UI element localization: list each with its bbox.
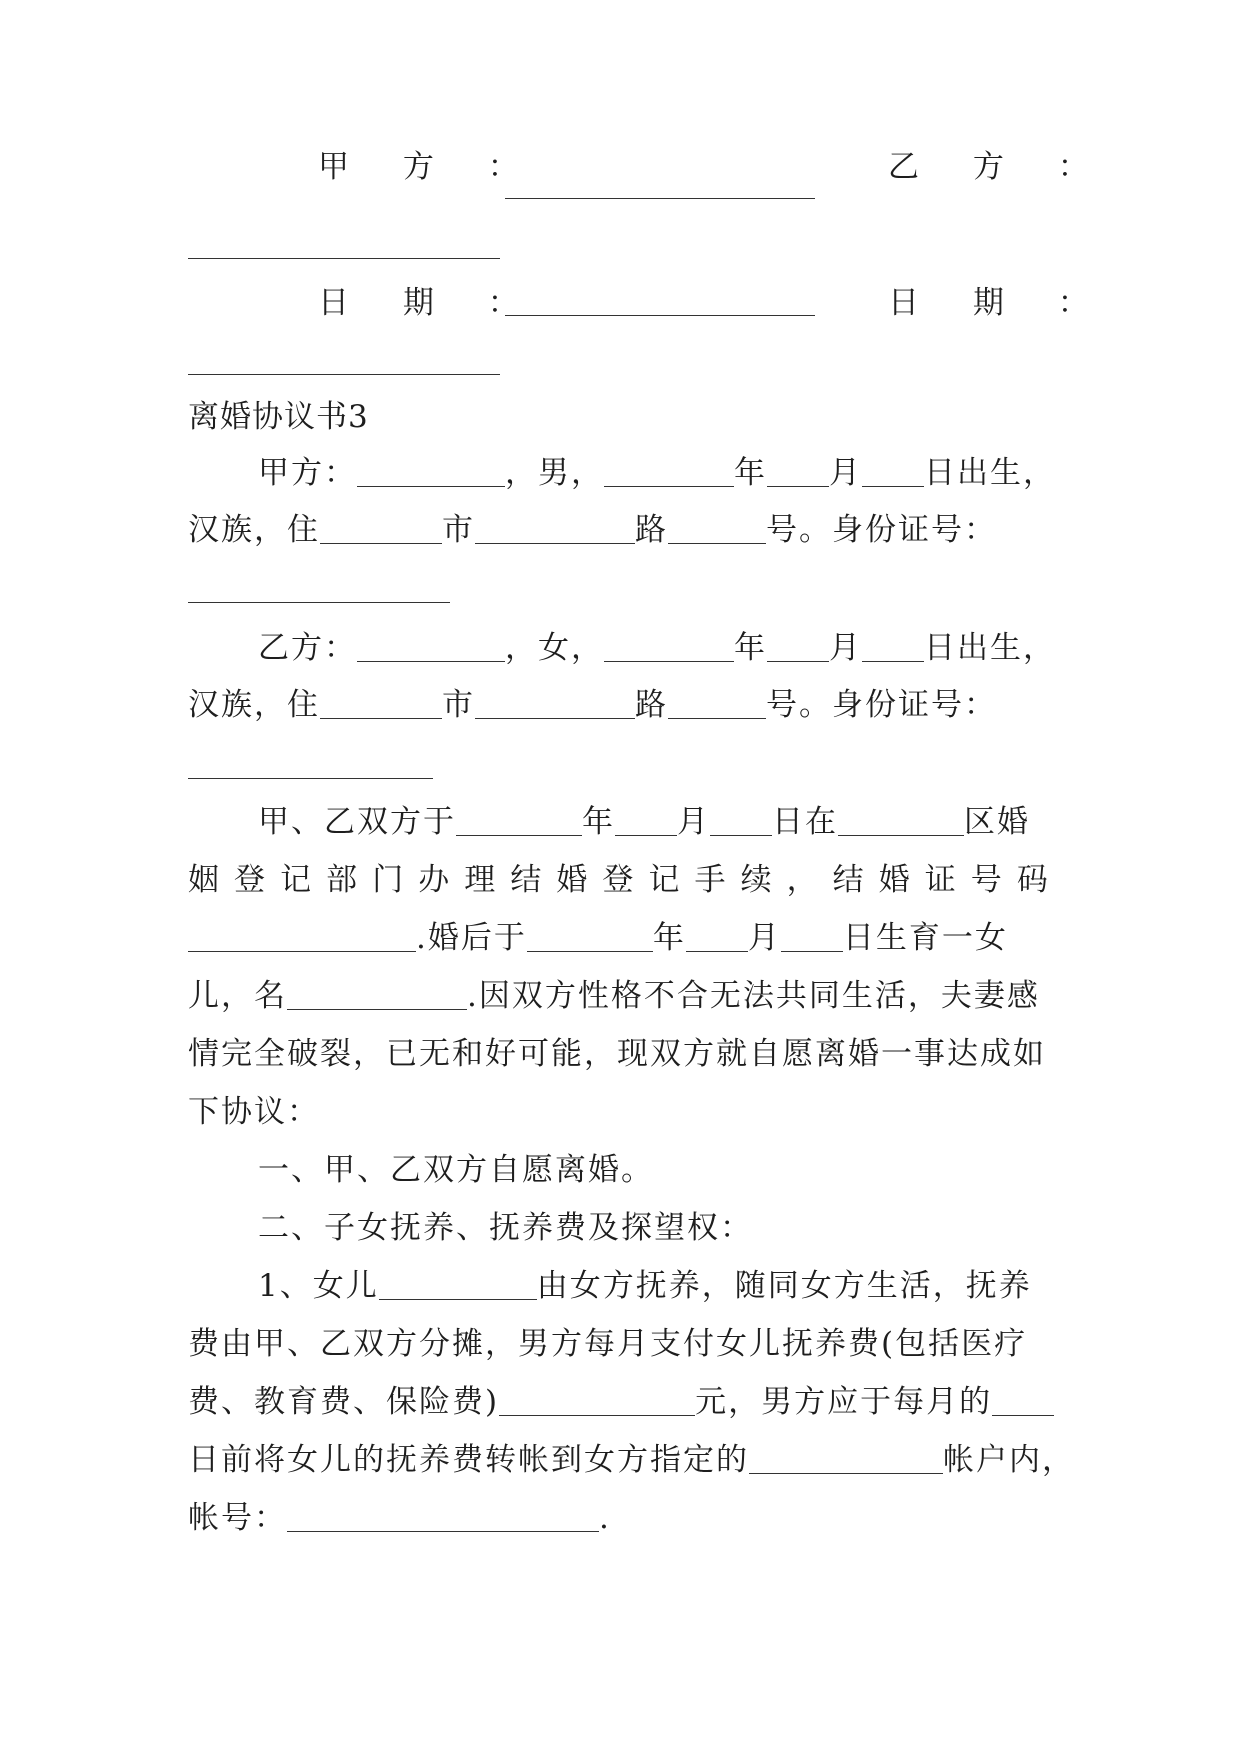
party-a-year-blank (604, 456, 734, 487)
party-a-id-blank (188, 602, 450, 603)
party-b-line-1: 乙方： ，女， 年 月 日出生， (258, 630, 1056, 666)
marriage-district-blank (838, 805, 964, 836)
item-1-line-1: 1、女儿 由女方抚养，随同女方生活，抚养 (258, 1268, 1032, 1304)
clause-1: 一、甲、乙双方自愿离婚。 (258, 1152, 654, 1188)
birth-month-blank (686, 921, 748, 952)
party-b-number-blank (668, 688, 766, 719)
party-b-line-2: 汉族，住 市 路 号。身份证号： (188, 687, 997, 723)
party-a-name-blank (357, 456, 505, 487)
party-b-city-blank (320, 688, 442, 719)
party-a-month-blank (767, 456, 829, 487)
marriage-line-1: 甲、乙双方于 年 月 日在 区婚 (258, 804, 1030, 840)
item-1-line-5: 帐号： . (188, 1500, 611, 1536)
party-b-year-blank (604, 631, 734, 662)
party-b-day-blank (862, 631, 924, 662)
account-name-blank (749, 1443, 943, 1474)
party-a-number-blank (668, 513, 766, 544)
marriage-line-5: 情完全破裂，已无和好可能，现双方就自愿离婚一事达成如 (188, 1036, 1046, 1072)
party-a-day-blank (862, 456, 924, 487)
daughter-name-blank (287, 979, 467, 1010)
account-number-blank (287, 1501, 599, 1532)
party-a-sign-blank (505, 198, 815, 199)
payment-day-blank (992, 1385, 1054, 1416)
signature-block (0, 147, 1241, 187)
party-b-name-blank (357, 631, 505, 662)
marriage-day-blank (710, 805, 772, 836)
party-a-line-2: 汉族，住 市 路 号。身份证号： (188, 512, 997, 548)
marriage-line-4: 儿，名 .因双方性格不合无法共同生活，夫妻感 (188, 978, 1040, 1014)
date-b-blank (188, 374, 500, 375)
daughter-blank (379, 1269, 537, 1300)
item-1-line-4: 日前将女儿的抚养费转帐到女方指定的 帐户内， (188, 1442, 1075, 1478)
party-b-sign-blank (188, 258, 500, 259)
party-a-city-blank (320, 513, 442, 544)
marriage-cert-blank (188, 921, 416, 952)
party-b-sign-label: 乙 方 ： (888, 149, 1111, 185)
marriage-line-3: .婚后于 年 月 日生育一女 (188, 918, 1008, 958)
support-amount-blank (499, 1385, 695, 1416)
marriage-line-6: 下协议： (188, 1094, 320, 1130)
date-row (0, 283, 1241, 323)
birth-day-blank (781, 921, 843, 952)
party-a-road-blank (475, 513, 635, 544)
party-b-id-blank (188, 778, 433, 779)
marriage-month-blank (615, 805, 677, 836)
clause-2: 二、子女抚养、抚养费及探望权： (258, 1210, 753, 1246)
page-title: 离婚协议书3 (188, 399, 369, 435)
date-a-blank (505, 315, 815, 316)
party-a-sign-label: 甲 方 ： (318, 149, 541, 185)
birth-year-blank (527, 921, 653, 952)
item-1-line-3: 费、教育费、保险费) 元，男方应于每月的 (188, 1382, 1054, 1422)
party-a-line-1: 甲方： ，男， 年 月 日出生， (258, 455, 1056, 491)
date-b-label: 日 期 ： (888, 285, 1111, 321)
marriage-year-blank (456, 805, 582, 836)
item-1-line-2: 费由甲、乙双方分摊，男方每月支付女儿抚养费(包括医疗 (188, 1326, 1028, 1362)
party-b-month-blank (767, 631, 829, 662)
marriage-line-2: 姻 登 记 部 门 办 理 结 婚 登 记 手 续 ， 结 婚 证 号 码 (188, 862, 1048, 898)
party-b-road-blank (475, 688, 635, 719)
date-a-label: 日 期 ： (318, 285, 541, 321)
